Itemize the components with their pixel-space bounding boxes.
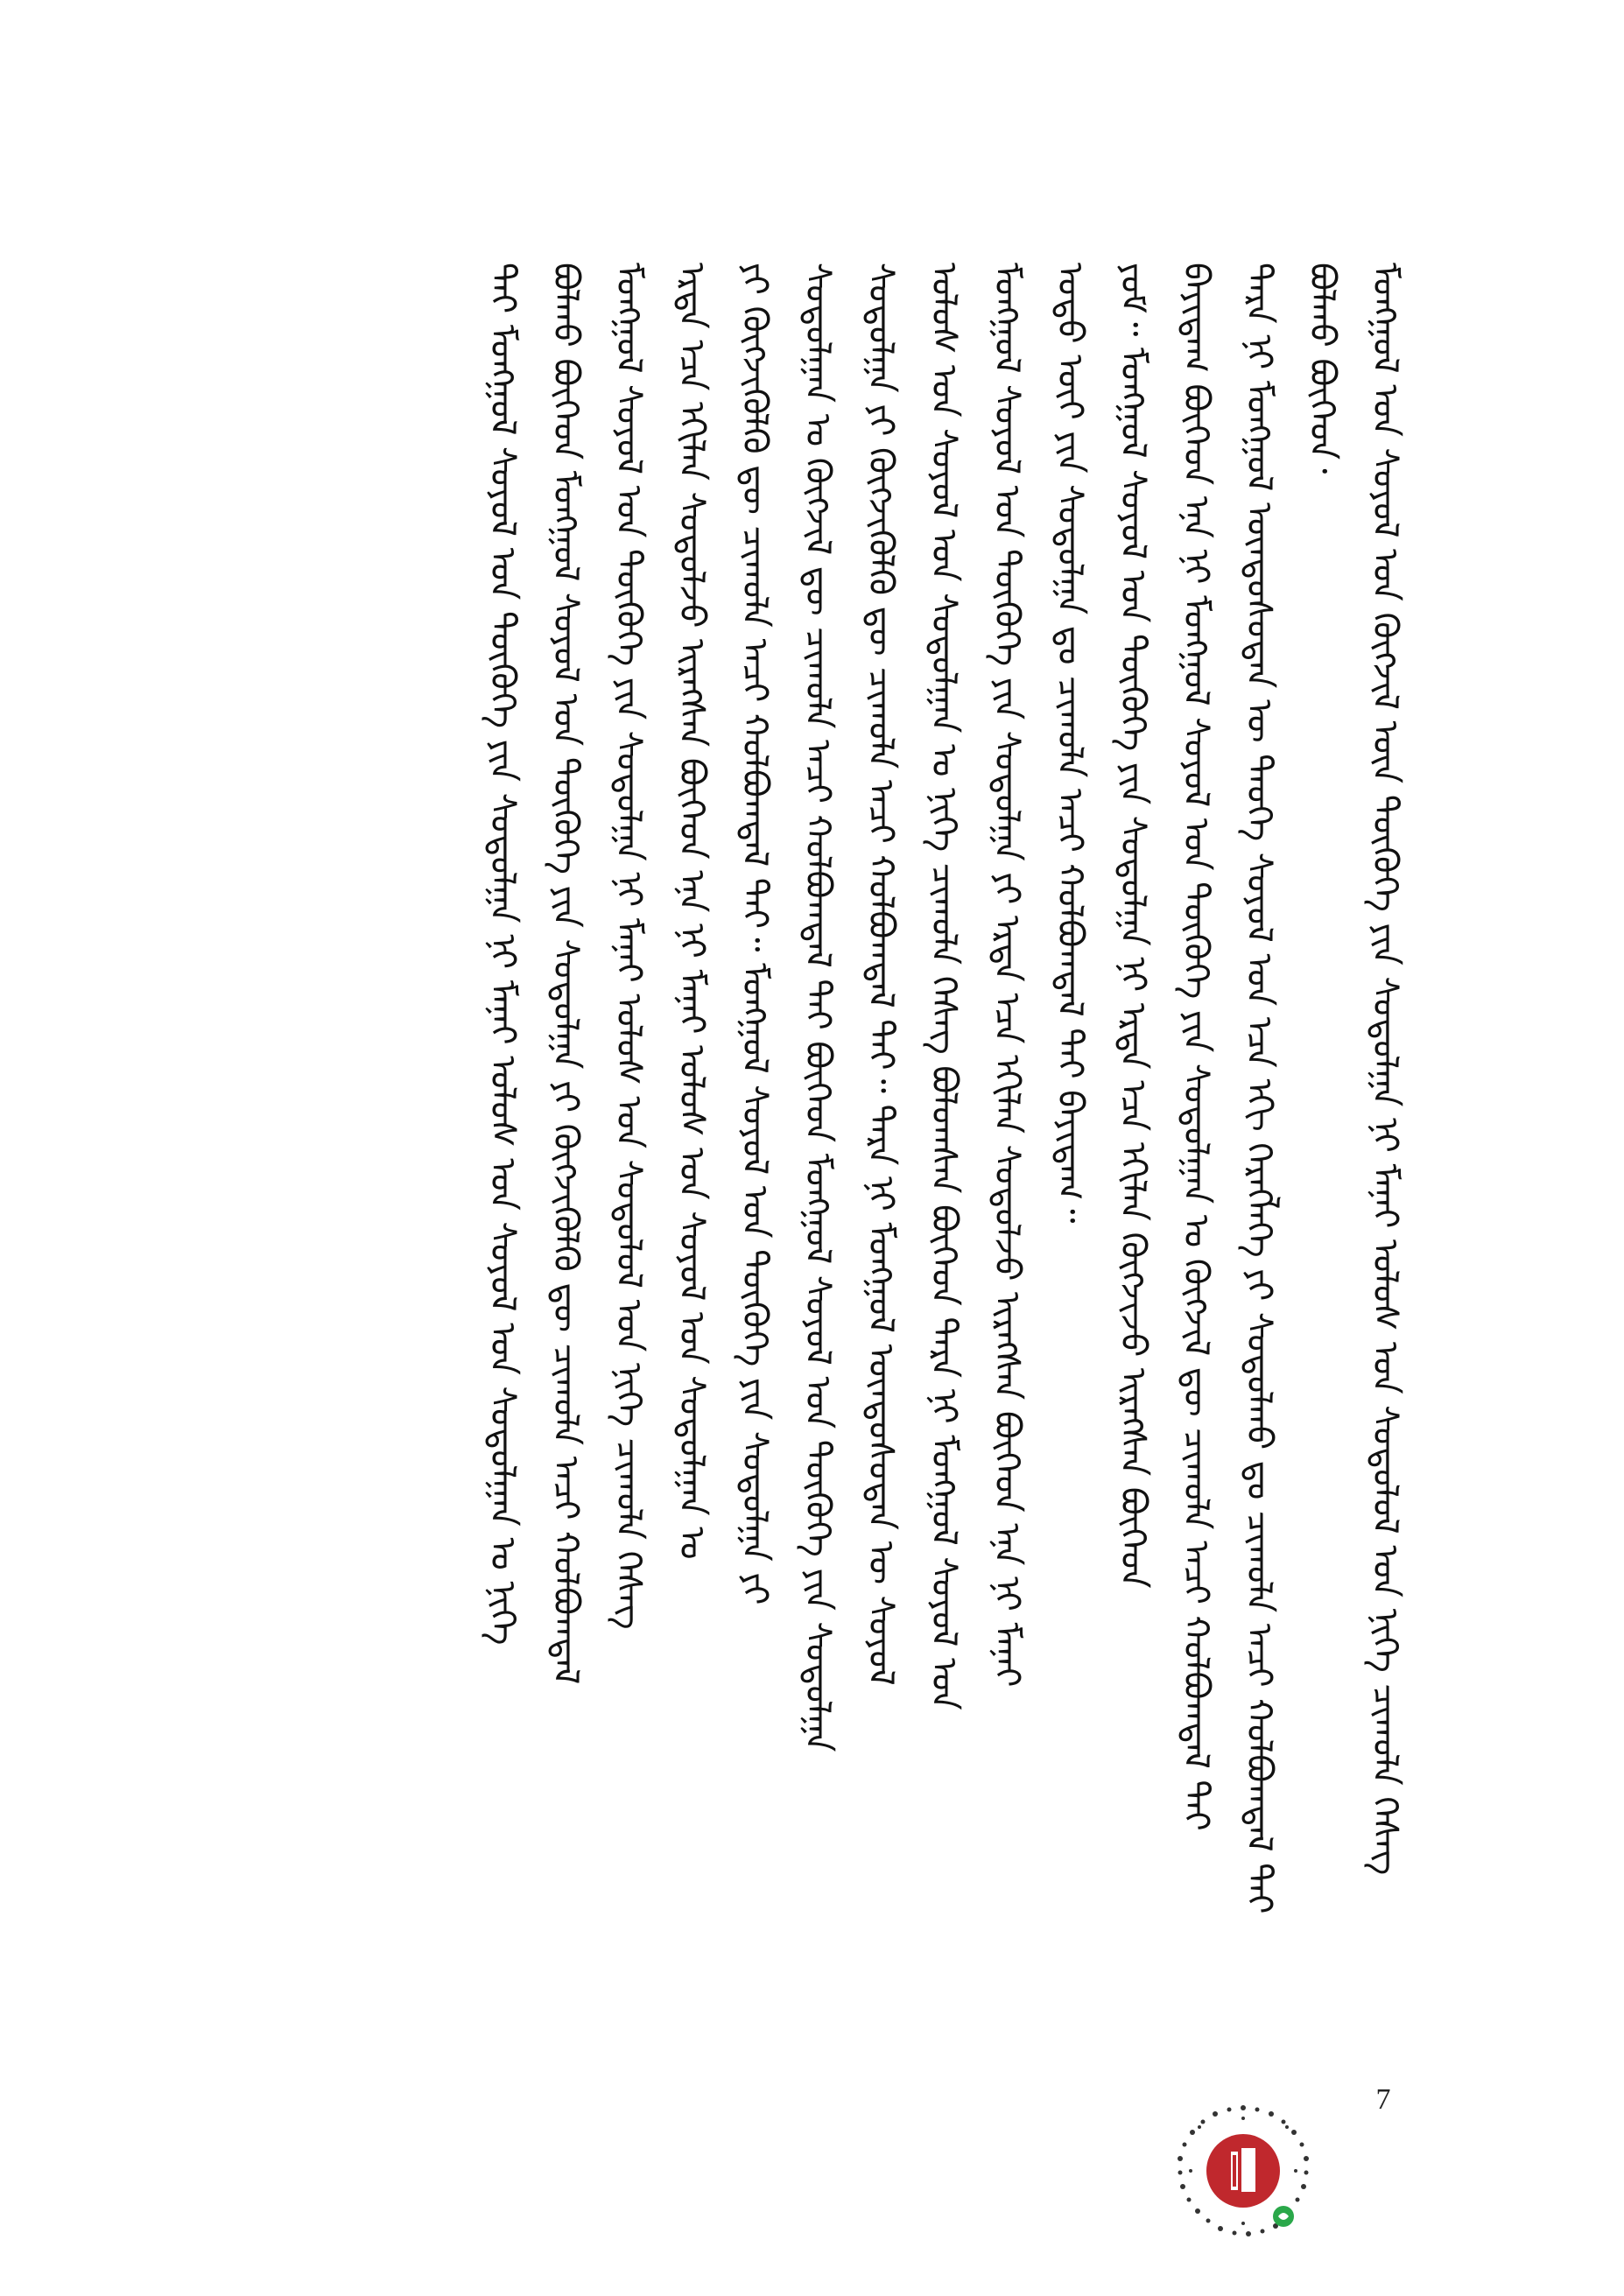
line-text: ᠰᠤᠳᠤᠯᠭᠠ ᠶᠢ ᠬᠥᠭᠵᠢᠭᠦᠯᠬᠦ ᠳᠦ ᠴᠢᠬᠤᠯᠠ ᠠᠴᠢ ᠬᠣᠯᠪᠣᠭᠳᠠᠯ ᠲᠠᠶ᠃ ᠲᠡᠷᠡ ᠨᠢ ᠮᠣᠩᠭᠣᠯ ᠦᠨᠳᠦᠰᠦᠲᠡᠨ ᠦ ᠰᠣᠶᠣᠯ [861,263,901,1686]
text-line [1171,263,1220,2048]
page-number: 7 [1375,2083,1391,2116]
text-line [730,263,779,2048]
text-line [919,263,968,2048]
text-line [1297,263,1346,2048]
line-text: ᠡᠷᠲᠡ ᠡᠴᠡ ᠡᠬᠢᠯᠡᠨ ᠰᠤᠳᠤᠯᠵᠤ ᠢᠷᠡᠭᠰᠡᠨ ᠪᠥᠭᠡᠳ ᠡᠨᠡ ᠨᠢ ᠮᠠᠨᠠᠢ ᠤᠯᠤᠰ ᠤᠨ ᠰᠣᠶᠣᠯ ᠤᠨ ᠰᠤᠳᠤᠯᠭᠠᠨ ᠤ [671,263,712,1560]
line-text: ᠮᠣᠩᠭᠣᠯ ᠤᠨ ᠰᠣᠶᠣᠯ ᠤᠨ ᠬᠥᠭᠵᠢᠯ ᠦᠨ ᠲᠦᠭᠦᠬᠡ ᠶᠢᠨ ᠰᠤᠳᠤᠯᠭᠠ ᠨᠢ ᠮᠠᠨᠠᠢ ᠤᠯᠤᠰ ᠤᠨ ᠰᠤᠳᠤᠯᠤᠯ ᠤᠨ ᠨᠢᠭᠡ ᠴᠢᠬᠤᠯᠠ ᠬᠡᠰᠡᠭ [1365,263,1405,1876]
text-block [263,263,1410,2048]
line-text: ᠪᠣᠯᠬᠤ ᠪᠥᠭᠡᠳ ᠮᠣᠩᠭᠣᠯ ᠰᠣᠶᠣᠯ ᠤᠨ ᠲᠦᠭᠦᠬᠡ ᠶᠢᠨ ᠰᠤᠳᠤᠯᠭᠠ ᠶᠢ ᠬᠥᠭᠵᠢᠭᠦᠯᠬᠦ ᠳᠦ ᠴᠢᠬᠤᠯᠠ ᠠᠴᠢ ᠬᠣᠯᠪᠣᠭᠳᠠᠯ [545,263,586,1685]
line-text: ᠶᠢ ᠬᠥᠭᠵᠢᠭᠦᠯᠬᠦ ᠳᠦ ᠴᠢᠬᠤᠯᠠ ᠠᠴᠢ ᠬᠣᠯᠪᠣᠭᠳᠠᠯ ᠲᠠᠶ᠃ ᠮᠣᠩᠭᠣᠯ ᠰᠣᠶᠣᠯ ᠤᠨ ᠲᠦᠭᠦᠬᠡ ᠶᠢᠨ ᠰᠤᠳᠤᠯᠭᠠ ᠶᠢ [735,263,775,1605]
line-text: ᠰᠤᠳᠤᠯᠭᠠᠨ ᠤ ᠬᠥᠭᠵᠢᠯ ᠳᠦ ᠴᠢᠬᠤᠯᠠ ᠠᠴᠢ ᠬᠣᠯᠪᠣᠭᠳᠠᠯ ᠲᠠᠶ ᠪᠥᠭᠡᠳ ᠮᠣᠩᠭᠣᠯ ᠰᠣᠶᠣᠯ ᠤᠨ ᠲᠦᠭᠦᠬᠡ ᠶᠢᠨ ᠰᠤᠳᠤᠯᠭᠠ [798,263,838,1752]
line-text: ᠲᠠᠶ ᠮᠣᠩᠭᠣᠯ ᠰᠣᠶᠣᠯ ᠤᠨ ᠲᠦᠭᠦᠬᠡ ᠶᠢᠨ ᠰᠤᠳᠤᠯᠭᠠ ᠨᠢ ᠮᠠᠨᠠᠢ ᠤᠯᠤᠰ ᠤᠨ ᠰᠣᠶᠣᠯ ᠤᠨ ᠰᠤᠳᠤᠯᠭᠠᠨ ᠤ ᠨᠢᠭᠡ [482,263,523,1646]
line-text: ᠪᠠᠶᠢᠳᠠᠭ ᠪᠥᠭᠡᠳ ᠡᠨᠡ ᠨᠢ ᠮᠣᠩᠭᠣᠯ ᠰᠣᠶᠣᠯ ᠤᠨ ᠲᠦᠭᠦᠬᠡ ᠶᠢᠨ ᠰᠤᠳᠤᠯᠭᠠᠨ ᠤ ᠬᠥᠭᠵᠢᠯ ᠳᠦ ᠴᠢᠬᠤᠯᠠ ᠠᠴᠢ ᠬᠣᠯᠪᠣᠭᠳᠠᠯ ᠲᠠᠶ [1176,263,1216,1831]
text-line [541,263,590,2048]
text-line [1108,263,1157,2048]
line-text: ᠲᠡᠷᠡ ᠨᠢ ᠮᠣᠩᠭᠣᠯ ᠦᠨᠳᠦᠰᠦᠲᠡᠨ ᠦ ᠲᠡᠦᠬᠡ ᠰᠣᠶᠣᠯ ᠤᠨ ᠡᠴᠡ ᠡᠬᠢ ᠬᠡᠷᠡᠭᠯᠡᠭᠡ ᠶᠢ ᠰᠤᠳᠤᠯᠬᠤ ᠳᠤ ᠴᠢᠬᠤᠯᠠ ᠠᠴᠢ ᠬᠣᠯᠪᠣᠭᠳᠠᠯ ᠲᠠᠶ [1239,263,1279,1914]
text-line [982,263,1031,2048]
text-line [478,263,527,2048]
text-line [793,263,842,2048]
line-text: ᠣᠳᠣ ᠦᠶ ᠶᠢᠨ ᠰᠤᠳᠤᠯᠭᠠ ᠳᠤ ᠴᠢᠬᠤᠯᠠ ᠠᠴᠢ ᠬᠣᠯᠪᠣᠭᠳᠠᠯ ᠲᠠᠶ ᠪᠠᠶᠢᠳᠠᠭ᠃ [1050,263,1090,1224]
text-line [667,263,716,2048]
text-line [1045,263,1094,2048]
line-text: ᠶᠤᠮ᠃ ᠮᠣᠩᠭᠣᠯ ᠰᠣᠶᠣᠯ ᠤᠨ ᠲᠦᠭᠦᠬᠡ ᠶᠢᠨ ᠰᠤᠳᠤᠯᠭᠠ ᠨᠢ ᠡᠷᠲᠡ ᠡᠴᠡ ᠡᠬᠢᠯᠡᠨ ᠬᠥᠭᠵᠢᠵᠦ ᠢᠷᠡᠭᠰᠡᠨ ᠪᠥᠭᠡᠳ [1113,263,1153,1589]
text-line [604,263,653,2048]
text-line [1360,263,1410,2048]
line-text: ᠤᠯᠤᠰ ᠤᠨ ᠰᠣᠶᠣᠯ ᠤᠨ ᠰᠤᠳᠤᠯᠭᠠᠨ ᠤ ᠨᠢᠭᠡ ᠴᠢᠬᠤᠯᠠ ᠬᠡᠰᠡᠭ ᠪᠣᠯᠤᠭᠰᠠᠨ ᠪᠥᠭᠡᠳ ᠲᠡᠷᠡ ᠨᠢ ᠮᠣᠩᠭᠣᠯ ᠰᠣᠶᠣᠯ ᠤᠨ [924,263,964,1710]
qr-logo-icon [1173,2101,1313,2241]
text-line [856,263,905,2048]
line-text: ᠪᠣᠯᠬᠤ ᠪᠥᠭᠡᠳ᠂ [1302,263,1342,474]
line-text: ᠮᠣᠩᠭᠣᠯ ᠰᠣᠶᠣᠯ ᠤᠨ ᠲᠦᠭᠦᠬᠡ ᠶᠢᠨ ᠰᠤᠳᠤᠯᠭᠠ ᠶᠢ ᠡᠷᠲᠡ ᠡᠴᠡ ᠡᠬᠢᠯᠡᠨ ᠰᠤᠳᠤᠯᠵᠤ ᠢᠷᠡᠭᠰᠡᠨ ᠪᠥᠭᠡᠳ ᠡᠨᠡ ᠨᠢ ᠮᠠᠨᠠᠢ [987,263,1027,1688]
line-text: ᠮᠣᠩᠭᠣᠯ ᠰᠣᠶᠣᠯ ᠤᠨ ᠲᠦᠭᠦᠬᠡ ᠶᠢᠨ ᠰᠤᠳᠤᠯᠭᠠ ᠨᠢ ᠮᠠᠨᠠᠢ ᠤᠯᠤᠰ ᠤᠨ ᠰᠤᠳᠤᠯᠤᠯ ᠤᠨ ᠨᠢᠭᠡ ᠴᠢᠬᠤᠯᠠ ᠬᠡᠰᠡᠭ [608,263,649,1630]
text-line [1234,263,1283,2048]
